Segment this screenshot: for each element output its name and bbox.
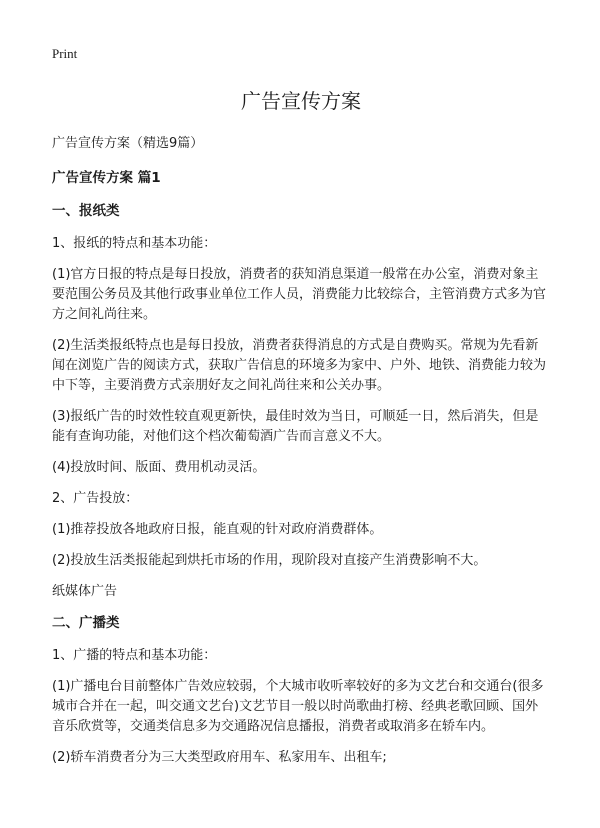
print-label: Print <box>52 46 78 61</box>
paragraph: (2)投放生活类报能起到烘托市场的作用，现阶段对直接产生消费影响不大。 <box>52 553 487 568</box>
paragraph: 2、广告投放： <box>52 491 139 506</box>
paragraph: 1、报纸的特点和基本功能： <box>52 236 217 251</box>
article-heading: 广告宣传方案 篇1 <box>52 170 161 186</box>
paragraph: (2)轿车消费者分为三大类型政府用车、私家用车、出租车; <box>52 750 387 765</box>
document-title: 广告宣传方案 <box>241 89 361 113</box>
paragraph: (2)生活类报纸特点也是每日投放，消费者获得消息的方式是自费购买。常规为先看新闻在浏览广告的阅读方式，获取广告信息的环境多为家中、户外、地铁、消费能力较为中下等，主要消费方式亲朋好友之间礼尚往来和公关办事。 <box>52 338 547 393</box>
paragraph: (1)广播电台目前整体广告效应较弱，个大城市收听率较好的多为文艺台和交通台(很多城市合并在一起，叫交通文艺台)文艺节目一般以时尚歌曲打榜、经典老歌回顾、国外音乐欣赏等，交通类信息多为交通路况信息播报，消费者或取消多在轿车内。 <box>52 679 544 734</box>
paragraph: (1)推荐投放各地政府日报，能直观的针对政府消费群体。 <box>52 522 383 537</box>
paragraph: 1、广播的特点和基本功能： <box>52 648 217 663</box>
paragraph: (3)报纸广告的时效性较直观更新快，最佳时效为当日，可顺延一日，然后消失，但是能有查询功能，对他们这个档次葡萄酒广告而言意义不大。 <box>52 409 539 444</box>
section-heading-newspaper: 一、报纸类 <box>52 203 120 219</box>
paragraph: (4)投放时间、版面、费用机动灵活。 <box>52 460 266 475</box>
paragraph: (1)官方日报的特点是每日投放，消费者的获知消息渠道一般常在办公室，消费对象主要范围公务员及其他行政事业单位工作人员，消费能力比较综合，主管消费方式多为官方之间礼尚往来。 <box>52 267 547 322</box>
section-heading-radio: 二、广播类 <box>52 615 120 631</box>
document-subtitle: 广告宣传方案（精选9篇） <box>52 136 204 151</box>
paragraph: 纸媒体广告 <box>52 584 118 599</box>
